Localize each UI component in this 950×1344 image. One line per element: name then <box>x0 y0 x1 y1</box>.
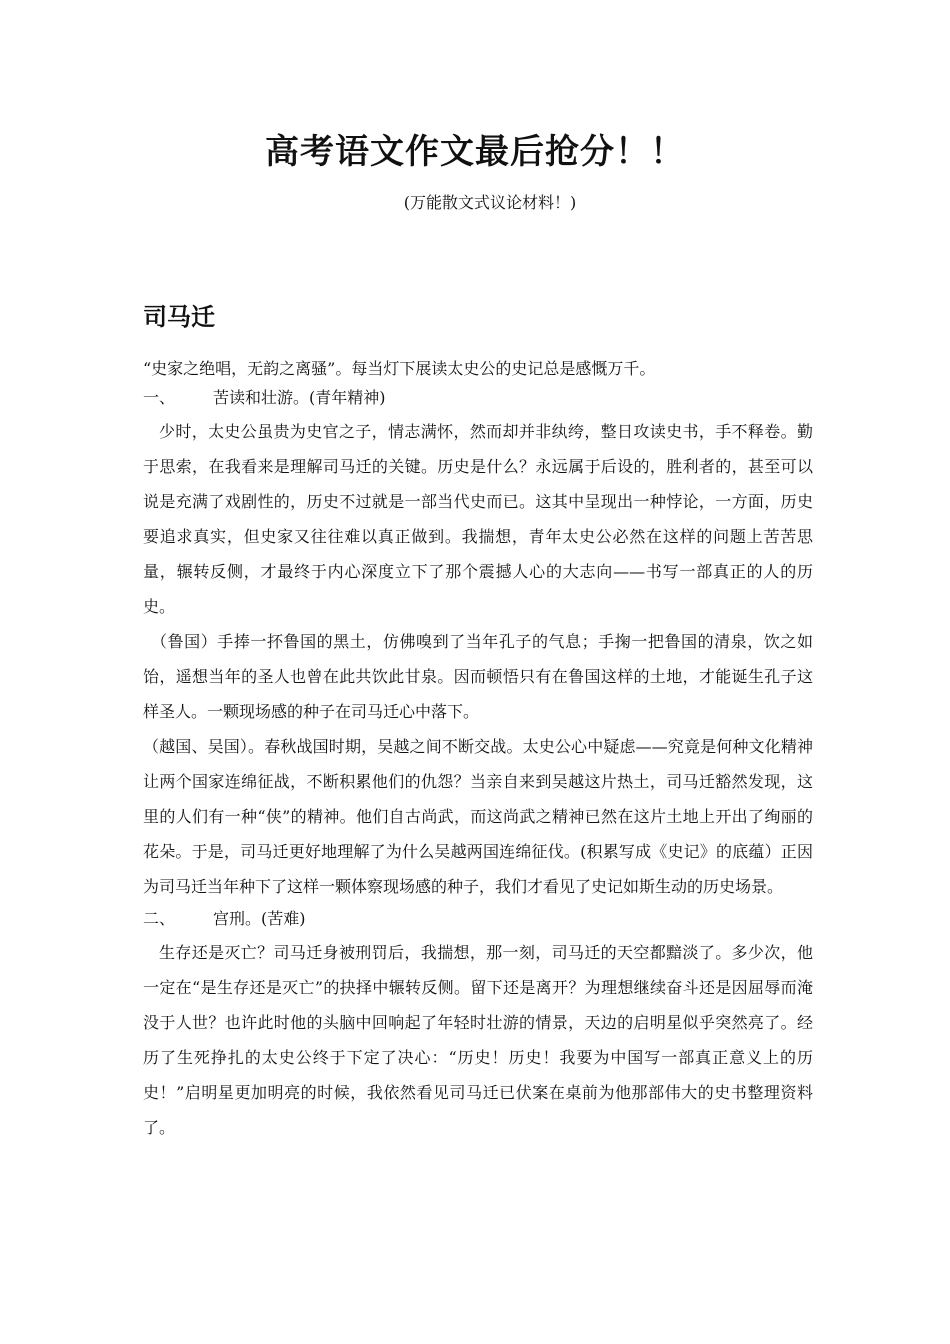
section-heading: 司马迁 <box>143 302 215 331</box>
intro-line: “史家之绝唱，无韵之离骚”。每当灯下展读太史公的史记总是感慨万千。 <box>143 359 656 378</box>
list-item-2 <box>143 904 813 933</box>
paragraph: （鲁国）手捧一抔鲁国的黑土，仿佛嗅到了当年孔子的气息；手掬一把鲁国的清泉，饮之如饴，遥想当年的圣人也曾在此共饮此甘泉。因而顿悟只有在鲁国这样的土地，才能诞生孔子这样圣人。一颗现场感的种子在司马迁心中落下。 <box>143 632 813 721</box>
list-number: 二、 <box>143 909 176 928</box>
paragraph: 少时，太史公虽贵为史官之子，情志满怀，然而却并非纨绔，整日攻读史书，手不释卷。勤于思索，在我看来是理解司马迁的关键。历史是什么？永远属于后设的，胜利者的，甚至可以说是充满了戏剧性的，历史不过就是一部当代史而已。这其中呈现出一种悖论，一方面，历史要追求真实，但史家又往往难以真正做到。我揣想，青年太史公必然在这样的问题上苦苦思量，辗转反侧，才最终于内心深度立下了那个震撼人心的大志向——书写一部真正的人的历史。 <box>143 422 813 616</box>
list-number: 一、 <box>143 388 176 407</box>
list-title: 宫刑。(苦难) <box>213 909 306 928</box>
paragraph: 生存还是灭亡？司马迁身被刑罚后，我揣想，那一刻，司马迁的天空都黯淡了。多少次，他一定在“是生存还是灭亡”的抉择中辗转反侧。留下还是离开？为理想继续奋斗还是因屈辱而淹没于人世？也许此时他的头脑中回响起了年轻时壮游的情景，天边的启明星似乎突然亮了。经历了生死挣扎的太史公终于下定了决心：“历史！历史！我要为中国写一部真正意义上的历史！”启明星更加明亮的时候，我依然看见司马迁已伏案在桌前为他那部伟大的史书整理资料了。 <box>143 943 813 1137</box>
list-item-1 <box>143 383 813 412</box>
document-subtitle: (万能散文式议论材料！) <box>403 193 577 212</box>
paragraph: （越国、吴国）。春秋战国时期，吴越之间不断交战。太史公心中疑虑——究竟是何种文化精神让两个国家连绵征战，不断积累他们的仇怨？当亲自来到吴越这片热土，司马迁豁然发现，这里的人们有一种“侠”的精神。他们自古尚武，而这尚武之精神已然在这片土地上开出了绚丽的花朵。于是，司马迁更好地理解了为什么吴越两国连绵征伐。(积累写成《史记》的底蕴）正因为司马迁当年种下了这样一颗体察现场感的种子，我们才看见了史记如斯生动的历史场景。 <box>143 737 813 896</box>
document-title: 高考语文作文最后抢分！！ <box>265 132 685 172</box>
document-body <box>143 354 813 1145</box>
list-title: 苦读和壮游。(青年精神) <box>213 388 386 407</box>
